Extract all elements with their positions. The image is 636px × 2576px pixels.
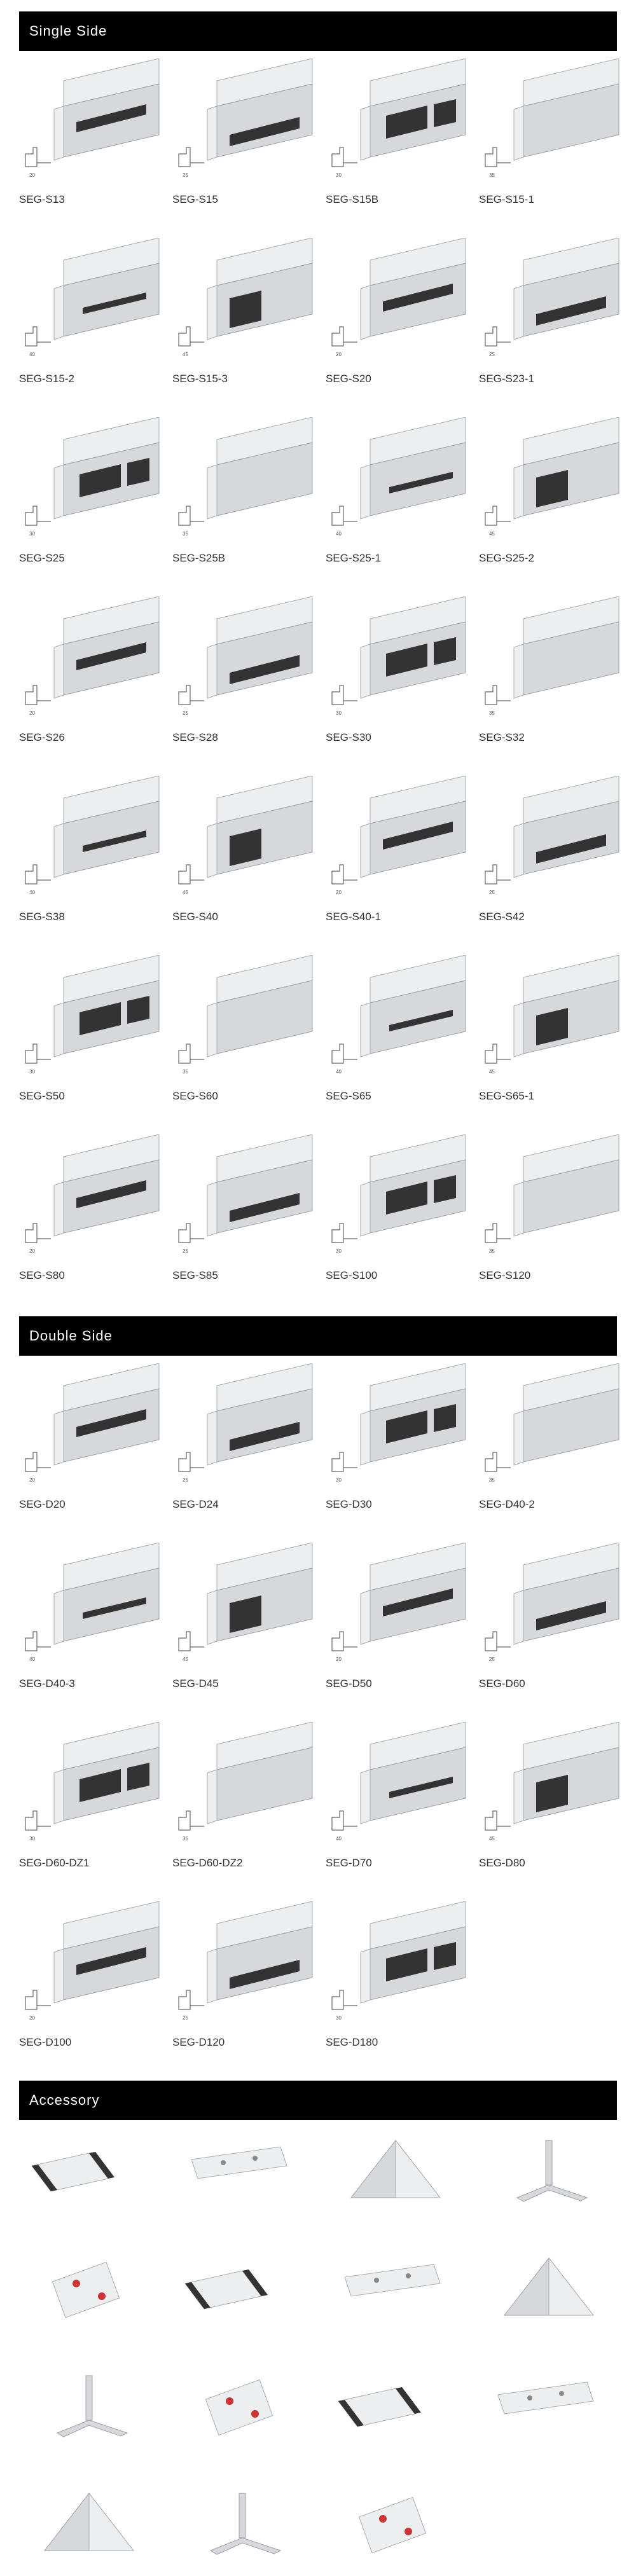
accessory-item[interactable] xyxy=(19,2363,162,2458)
product-code: SEG-S25 xyxy=(19,552,65,564)
accessory-image xyxy=(326,2128,469,2223)
accessory-image xyxy=(19,2245,162,2341)
product-code: SEG-S13 xyxy=(19,193,65,205)
product-item[interactable] xyxy=(172,59,315,205)
product-item[interactable] xyxy=(172,596,315,743)
product-code: SEG-D180 xyxy=(326,2036,378,2048)
accessory-item[interactable] xyxy=(479,2245,622,2341)
accessory-image xyxy=(326,2481,469,2576)
product-item[interactable] xyxy=(19,1722,162,1869)
product-item[interactable] xyxy=(479,59,622,205)
product-code: SEG-S28 xyxy=(172,731,218,743)
product-code: SEG-D24 xyxy=(172,1498,219,1510)
svg-text:40: 40 xyxy=(29,1656,35,1662)
svg-text:45: 45 xyxy=(183,1656,188,1662)
svg-text:35: 35 xyxy=(489,710,495,716)
profile-image xyxy=(19,1901,162,2032)
svg-text:25: 25 xyxy=(183,172,188,178)
product-item[interactable] xyxy=(172,955,315,1102)
product-item[interactable] xyxy=(172,1363,315,1510)
accessory-item[interactable] xyxy=(326,2363,469,2458)
profile-image xyxy=(19,955,162,1085)
profile-image xyxy=(479,59,622,189)
accessory-image xyxy=(172,2481,315,2576)
product-code: SEG-D60-DZ1 xyxy=(19,1857,90,1869)
accessory-item[interactable] xyxy=(326,2481,469,2576)
product-code: SEG-S15-1 xyxy=(479,193,534,205)
accessory-image xyxy=(172,2128,315,2223)
profile-image xyxy=(479,1134,622,1265)
product-code: SEG-D50 xyxy=(326,1677,372,1690)
profile-image xyxy=(479,596,622,727)
product-code: SEG-S32 xyxy=(479,731,525,743)
product-item[interactable] xyxy=(172,1134,315,1281)
svg-text:20: 20 xyxy=(29,1477,35,1483)
product-code: SEG-S15-2 xyxy=(19,373,74,385)
product-code: SEG-S26 xyxy=(19,731,65,743)
svg-text:35: 35 xyxy=(183,1069,188,1075)
svg-text:25: 25 xyxy=(183,1477,188,1483)
profile-image xyxy=(19,1543,162,1673)
product-item[interactable] xyxy=(479,238,622,385)
svg-text:25: 25 xyxy=(183,2015,188,2021)
product-code: SEG-S38 xyxy=(19,911,65,923)
product-code: SEG-S23-1 xyxy=(479,373,534,385)
product-code: SEG-D60 xyxy=(479,1677,525,1690)
product-item[interactable] xyxy=(326,238,469,385)
svg-text:20: 20 xyxy=(336,1656,342,1662)
svg-text:30: 30 xyxy=(336,172,342,178)
accessory-item[interactable] xyxy=(479,2363,622,2458)
product-code: SEG-S25-1 xyxy=(326,552,381,564)
product-code: SEG-S85 xyxy=(172,1269,218,1281)
svg-text:35: 35 xyxy=(183,531,188,537)
product-item[interactable] xyxy=(326,1363,469,1510)
profile-image xyxy=(479,238,622,368)
svg-text:30: 30 xyxy=(336,1477,342,1483)
profile-image xyxy=(19,417,162,548)
product-code: SEG-S40 xyxy=(172,911,218,923)
svg-text:40: 40 xyxy=(29,890,35,895)
section-title-single: Single Side xyxy=(29,23,107,39)
product-item[interactable] xyxy=(326,417,469,564)
product-item[interactable] xyxy=(19,417,162,564)
svg-text:30: 30 xyxy=(29,1836,35,1842)
svg-text:20: 20 xyxy=(29,2015,35,2021)
profile-image xyxy=(326,59,469,189)
profile-image xyxy=(19,1363,162,1494)
svg-text:20: 20 xyxy=(336,890,342,895)
product-code: SEG-D40-2 xyxy=(479,1498,535,1510)
accessory-item[interactable] xyxy=(172,2481,315,2576)
accessory-image xyxy=(479,2128,622,2223)
profile-image xyxy=(172,417,315,548)
product-item[interactable] xyxy=(19,776,162,923)
product-code: SEG-S120 xyxy=(479,1269,531,1281)
product-code: SEG-S40-1 xyxy=(326,911,381,923)
product-item[interactable] xyxy=(19,596,162,743)
profile-image xyxy=(479,1363,622,1494)
profile-image xyxy=(326,1543,469,1673)
svg-text:40: 40 xyxy=(29,352,35,357)
section-title-accessory: Accessory xyxy=(29,2092,100,2108)
accessory-image xyxy=(19,2481,162,2576)
accessory-image xyxy=(172,2363,315,2458)
product-item[interactable] xyxy=(479,1543,622,1690)
section-header-single xyxy=(19,11,617,51)
accessory-item[interactable] xyxy=(172,2245,315,2341)
svg-text:20: 20 xyxy=(29,710,35,716)
product-code: SEG-S100 xyxy=(326,1269,378,1281)
accessory-item[interactable] xyxy=(326,2245,469,2341)
product-code: SEG-D45 xyxy=(172,1677,219,1690)
svg-text:25: 25 xyxy=(183,710,188,716)
profile-image xyxy=(172,955,315,1085)
accessory-item[interactable] xyxy=(19,2481,162,2576)
accessory-grid xyxy=(19,2120,617,2476)
svg-text:25: 25 xyxy=(489,352,495,357)
profile-image xyxy=(479,776,622,906)
product-code: SEG-S65 xyxy=(326,1090,371,1102)
svg-text:30: 30 xyxy=(336,2015,342,2021)
svg-text:45: 45 xyxy=(489,1836,495,1842)
product-item[interactable] xyxy=(172,1901,315,2048)
svg-text:40: 40 xyxy=(336,1069,342,1075)
product-item[interactable] xyxy=(479,596,622,743)
accessory-item[interactable] xyxy=(19,2128,162,2223)
product-item[interactable] xyxy=(479,1722,622,1869)
svg-text:20: 20 xyxy=(336,352,342,357)
profile-image xyxy=(479,417,622,548)
product-item[interactable] xyxy=(479,776,622,923)
section-header-accessory xyxy=(19,2081,617,2120)
svg-text:30: 30 xyxy=(336,710,342,716)
product-code: SEG-S15-3 xyxy=(172,373,228,385)
profile-image xyxy=(172,776,315,906)
svg-text:40: 40 xyxy=(336,1836,342,1842)
profile-image xyxy=(326,417,469,548)
product-item[interactable] xyxy=(19,238,162,385)
accessory-image xyxy=(326,2245,469,2341)
profile-image xyxy=(172,59,315,189)
product-item[interactable] xyxy=(172,776,315,923)
accessory-image xyxy=(479,2363,622,2458)
profile-image xyxy=(19,1134,162,1265)
profile-image xyxy=(19,1722,162,1852)
catalog-page xyxy=(19,11,617,2476)
product-code: SEG-D100 xyxy=(19,2036,72,2048)
product-item[interactable] xyxy=(172,417,315,564)
svg-text:30: 30 xyxy=(29,1069,35,1075)
product-code: SEG-S25-2 xyxy=(479,552,534,564)
section-header-double xyxy=(19,1316,617,1356)
single-side-grid xyxy=(19,51,617,1316)
svg-text:30: 30 xyxy=(336,1248,342,1254)
product-item[interactable] xyxy=(326,596,469,743)
product-code: SEG-S42 xyxy=(479,911,525,923)
product-item[interactable] xyxy=(479,1363,622,1510)
accessory-image xyxy=(172,2245,315,2341)
product-item[interactable] xyxy=(326,59,469,205)
product-code: SEG-D70 xyxy=(326,1857,372,1869)
profile-image xyxy=(479,1722,622,1852)
product-code: SEG-D120 xyxy=(172,2036,225,2048)
product-item[interactable] xyxy=(326,1722,469,1869)
profile-image xyxy=(479,1543,622,1673)
product-code: SEG-D80 xyxy=(479,1857,525,1869)
svg-text:20: 20 xyxy=(29,172,35,178)
profile-image xyxy=(479,955,622,1085)
svg-text:45: 45 xyxy=(183,352,188,357)
product-item[interactable] xyxy=(19,1363,162,1510)
profile-image xyxy=(172,596,315,727)
profile-image xyxy=(326,1363,469,1494)
profile-image xyxy=(172,1134,315,1265)
product-code: SEG-S65-1 xyxy=(479,1090,534,1102)
svg-text:45: 45 xyxy=(183,890,188,895)
svg-text:35: 35 xyxy=(489,1477,495,1483)
product-code: SEG-S30 xyxy=(326,731,371,743)
product-code: SEG-D30 xyxy=(326,1498,372,1510)
profile-image xyxy=(19,238,162,368)
product-item[interactable] xyxy=(479,417,622,564)
profile-image xyxy=(172,1722,315,1852)
accessory-image xyxy=(479,2245,622,2341)
svg-text:20: 20 xyxy=(29,1248,35,1254)
svg-text:25: 25 xyxy=(489,890,495,895)
product-item[interactable] xyxy=(326,955,469,1102)
profile-image xyxy=(326,1722,469,1852)
profile-image xyxy=(19,59,162,189)
profile-image xyxy=(326,1134,469,1265)
product-item[interactable] xyxy=(19,1543,162,1690)
product-code: SEG-S80 xyxy=(19,1269,65,1281)
product-item[interactable] xyxy=(19,955,162,1102)
product-item[interactable] xyxy=(479,1134,622,1281)
profile-image xyxy=(172,1363,315,1494)
product-item[interactable] xyxy=(172,238,315,385)
product-code: SEG-D20 xyxy=(19,1498,66,1510)
profile-image xyxy=(326,238,469,368)
svg-text:30: 30 xyxy=(29,531,35,537)
product-item[interactable] xyxy=(172,1543,315,1690)
accessory-item[interactable] xyxy=(19,2245,162,2341)
profile-image xyxy=(172,238,315,368)
double-side-grid xyxy=(19,1356,617,2081)
accessory-item[interactable] xyxy=(172,2128,315,2223)
product-code: SEG-S50 xyxy=(19,1090,65,1102)
product-item[interactable] xyxy=(326,1543,469,1690)
svg-text:35: 35 xyxy=(489,1248,495,1254)
product-item[interactable] xyxy=(19,59,162,205)
profile-image xyxy=(172,1901,315,2032)
svg-text:45: 45 xyxy=(489,531,495,537)
product-code: SEG-S15B xyxy=(326,193,379,205)
product-code: SEG-D60-DZ2 xyxy=(172,1857,243,1869)
product-item[interactable] xyxy=(19,1134,162,1281)
product-code: SEG-S15 xyxy=(172,193,218,205)
accessory-item[interactable] xyxy=(326,2128,469,2223)
accessory-image xyxy=(326,2363,469,2458)
svg-text:35: 35 xyxy=(183,1836,188,1842)
profile-image xyxy=(326,776,469,906)
product-item[interactable] xyxy=(326,1901,469,2048)
profile-image xyxy=(19,596,162,727)
accessory-image xyxy=(19,2363,162,2458)
section-title-double: Double Side xyxy=(29,1328,113,1344)
svg-text:45: 45 xyxy=(489,1069,495,1075)
svg-text:25: 25 xyxy=(183,1248,188,1254)
product-item[interactable] xyxy=(479,955,622,1102)
accessory-item[interactable] xyxy=(479,2128,622,2223)
product-code: SEG-S25B xyxy=(172,552,226,564)
accessory-image xyxy=(19,2128,162,2223)
profile-image xyxy=(326,955,469,1085)
product-code: SEG-S60 xyxy=(172,1090,218,1102)
accessory-item[interactable] xyxy=(172,2363,315,2458)
profile-image xyxy=(172,1543,315,1673)
svg-text:40: 40 xyxy=(336,531,342,537)
profile-image xyxy=(19,776,162,906)
product-code: SEG-S20 xyxy=(326,373,371,385)
svg-text:35: 35 xyxy=(489,172,495,178)
product-item[interactable] xyxy=(326,1134,469,1281)
product-code: SEG-D40-3 xyxy=(19,1677,75,1690)
product-item[interactable] xyxy=(172,1722,315,1869)
product-item[interactable] xyxy=(326,776,469,923)
profile-image xyxy=(326,596,469,727)
product-item[interactable] xyxy=(19,1901,162,2048)
profile-image xyxy=(326,1901,469,2032)
svg-text:25: 25 xyxy=(489,1656,495,1662)
